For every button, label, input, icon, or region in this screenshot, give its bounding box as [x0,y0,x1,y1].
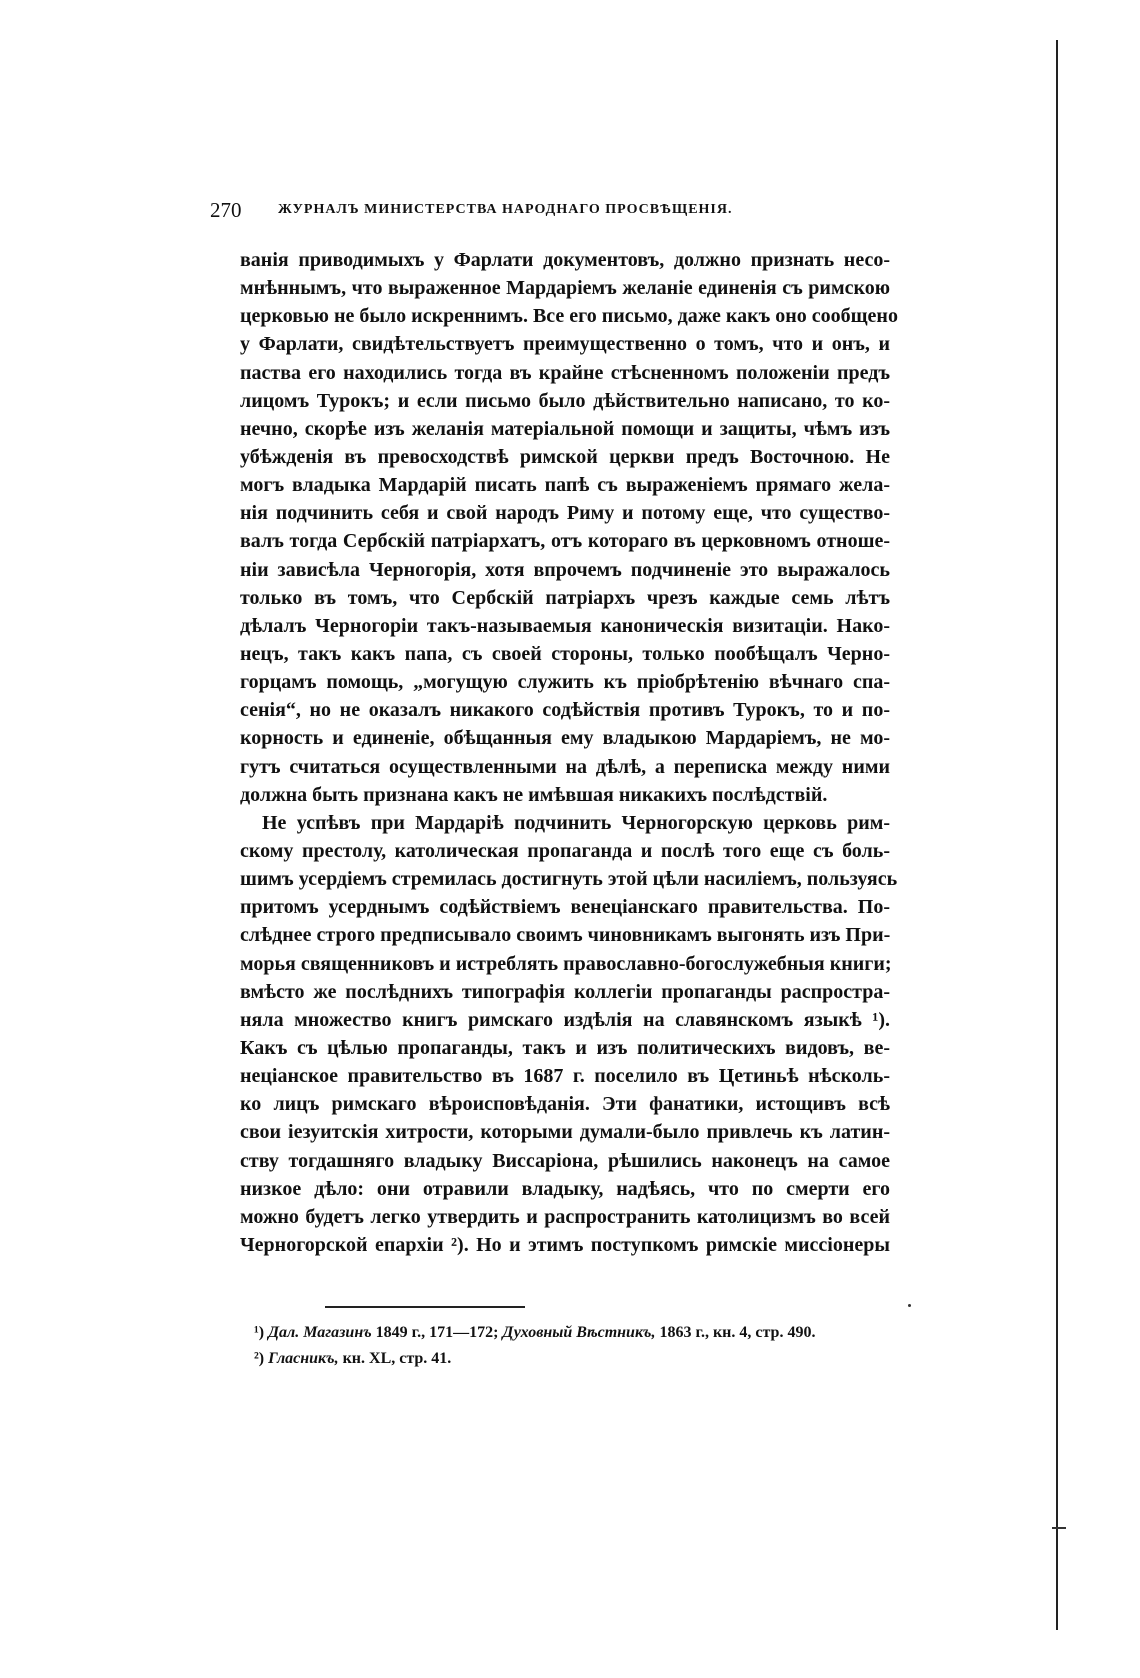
footnote-mark: ¹) [254,1324,265,1341]
text-line: скому престолу, католическая пропаганда и послѣ того еще съ боль- [240,839,890,862]
text-line: можно будетъ легко утвердить и распространить католицизмъ во всей [240,1205,890,1228]
footnotes [254,1320,904,1372]
text-line: горцамъ помощь, „могущую служить къ пріобрѣтенію вѣчнаго спа- [240,671,890,694]
text-line: сенія“, но не оказалъ никакого содѣйствія противъ Турокъ, то и по- [240,699,890,722]
body-text [240,246,898,1259]
text-line: притомъ усерднымъ содѣйствіемъ венеціанскаго правительства. По- [240,896,890,919]
text-line: корность и единеніе, обѣщанныя ему владыкою Мардаріемъ, не мо- [240,727,890,750]
text-line: лицомъ Турокъ; и если письмо было дѣйствительно написано, то ко- [240,389,890,412]
footnote-1 [254,1320,904,1346]
text-line: Черногорской епархіи ²). Но и этимъ поступкомъ римскіе миссіонеры [240,1233,890,1256]
text-line: ко лицъ римскаго вѣроисповѣданія. Эти фанатики, истощивъ всѣ [240,1093,890,1116]
text-line: вмѣсто же послѣднихъ типографія коллегіи пропаганды распростра- [240,980,890,1003]
footnote-detail: 1849 г., 171—172; [375,1324,499,1341]
footnote-separator [325,1306,525,1308]
text-line: нецъ, такъ какъ папа, съ своей стороны, только пообѣщалъ Черно- [240,642,890,665]
text-line: свои іезуитскія хитрости, которыми думали-было привлечь къ латин- [240,1121,890,1144]
footnote-source: Гласникъ, [268,1350,339,1367]
text-line: няла множество книгъ римскаго издѣлія на славянскомъ языкѣ ¹). [240,1008,890,1031]
text-line: церковью не было искреннимъ. Все его письмо, даже какъ оно сообщено [240,305,898,328]
text-line: у Фарлати, свидѣтельствуетъ преимущественно о томъ, что и онъ, и [240,333,890,356]
footnote-2 [254,1346,904,1372]
text-line: валъ тогда Сербскій патріархатъ, отъ котораго въ церковномъ отноше- [240,530,890,553]
text-line: ніи зависѣла Черногорія, хотя впрочемъ подчиненіе это выражалось [240,558,890,581]
text-line: морья священниковъ и истреблять православно-богослужебныя книги; [240,952,892,975]
text-line: только въ томъ, что Сербскій патріархъ чрезъ каждые семь лѣтъ [240,586,890,609]
text-line: неціанское правительство въ 1687 г. поселило въ Цетиньѣ нѣсколь- [240,1065,890,1088]
footnote-detail: 1863 г., кн. 4, стр. 490. [659,1324,816,1341]
text-line: низкое дѣло: они отравили владыку, надѣясь, что по смерти его [240,1177,890,1200]
text-line: ванія приводимыхъ у Фарлати документовъ, должно признать несо- [240,249,890,271]
page-edge-rule [1056,40,1058,1630]
page-number: 270 [210,198,242,222]
footnote-source: Дал. Магазинъ [268,1324,372,1341]
text-line: Какъ съ цѣлью пропаганды, такъ и изъ политическихъ видовъ, ве- [240,1036,890,1059]
text-line: могъ владыка Мардарій писать папѣ съ выраженіемъ прямаго жела- [240,474,890,497]
text-line: убѣжденія въ превосходствѣ римской церкви предъ Восточною. Не [240,445,890,468]
ink-speck [908,1304,911,1307]
footnote-mark: ²) [254,1350,265,1367]
text-line: слѣднее строго предписывало своимъ чиновникамъ выгонять изъ При- [240,924,891,947]
footnote-detail: кн. XL, стр. 41. [342,1350,452,1367]
text-line: гутъ считаться осуществленными на дѣлѣ, а переписка между ними [240,755,890,778]
text-line: должна быть признана какъ не имѣвшая никакихъ послѣдствій. [240,783,828,806]
text-line: ству тогдашняго владыку Виссаріона, рѣшились наконецъ на самое [240,1149,890,1172]
text-line: дѣлалъ Черногоріи такъ-называемыя каноническія визитаціи. Нако- [240,614,890,637]
text-line: Не успѣвъ при Мардаріѣ подчинить Черногорскую церковь рим- [262,811,890,834]
text-line: шимъ усердіемъ стремилась достигнуть этой цѣли насиліемъ, пользуясь [240,868,898,891]
text-line: нечно, скорѣе изъ желанія матеріальной помощи и защиты, чѣмъ изъ [240,417,890,440]
running-title: ЖУРНАЛЪ МИНИСТЕРСТВА НАРОДНАГО ПРОСВѢЩЕНІЯ. [278,202,733,217]
text-line: нія подчинить себя и свой народъ Риму и потому еще, что существо- [240,502,890,525]
margin-tick [1052,1527,1066,1529]
footnote-source: Духовный Вѣстникъ, [502,1324,656,1341]
text-line: паства его находились тогда въ крайне стѣсненномъ положеніи предъ [240,361,890,384]
page-header [210,198,870,224]
text-line: мнѣннымъ, что выраженное Мардаріемъ желаніе единенія съ римскою [240,277,890,300]
